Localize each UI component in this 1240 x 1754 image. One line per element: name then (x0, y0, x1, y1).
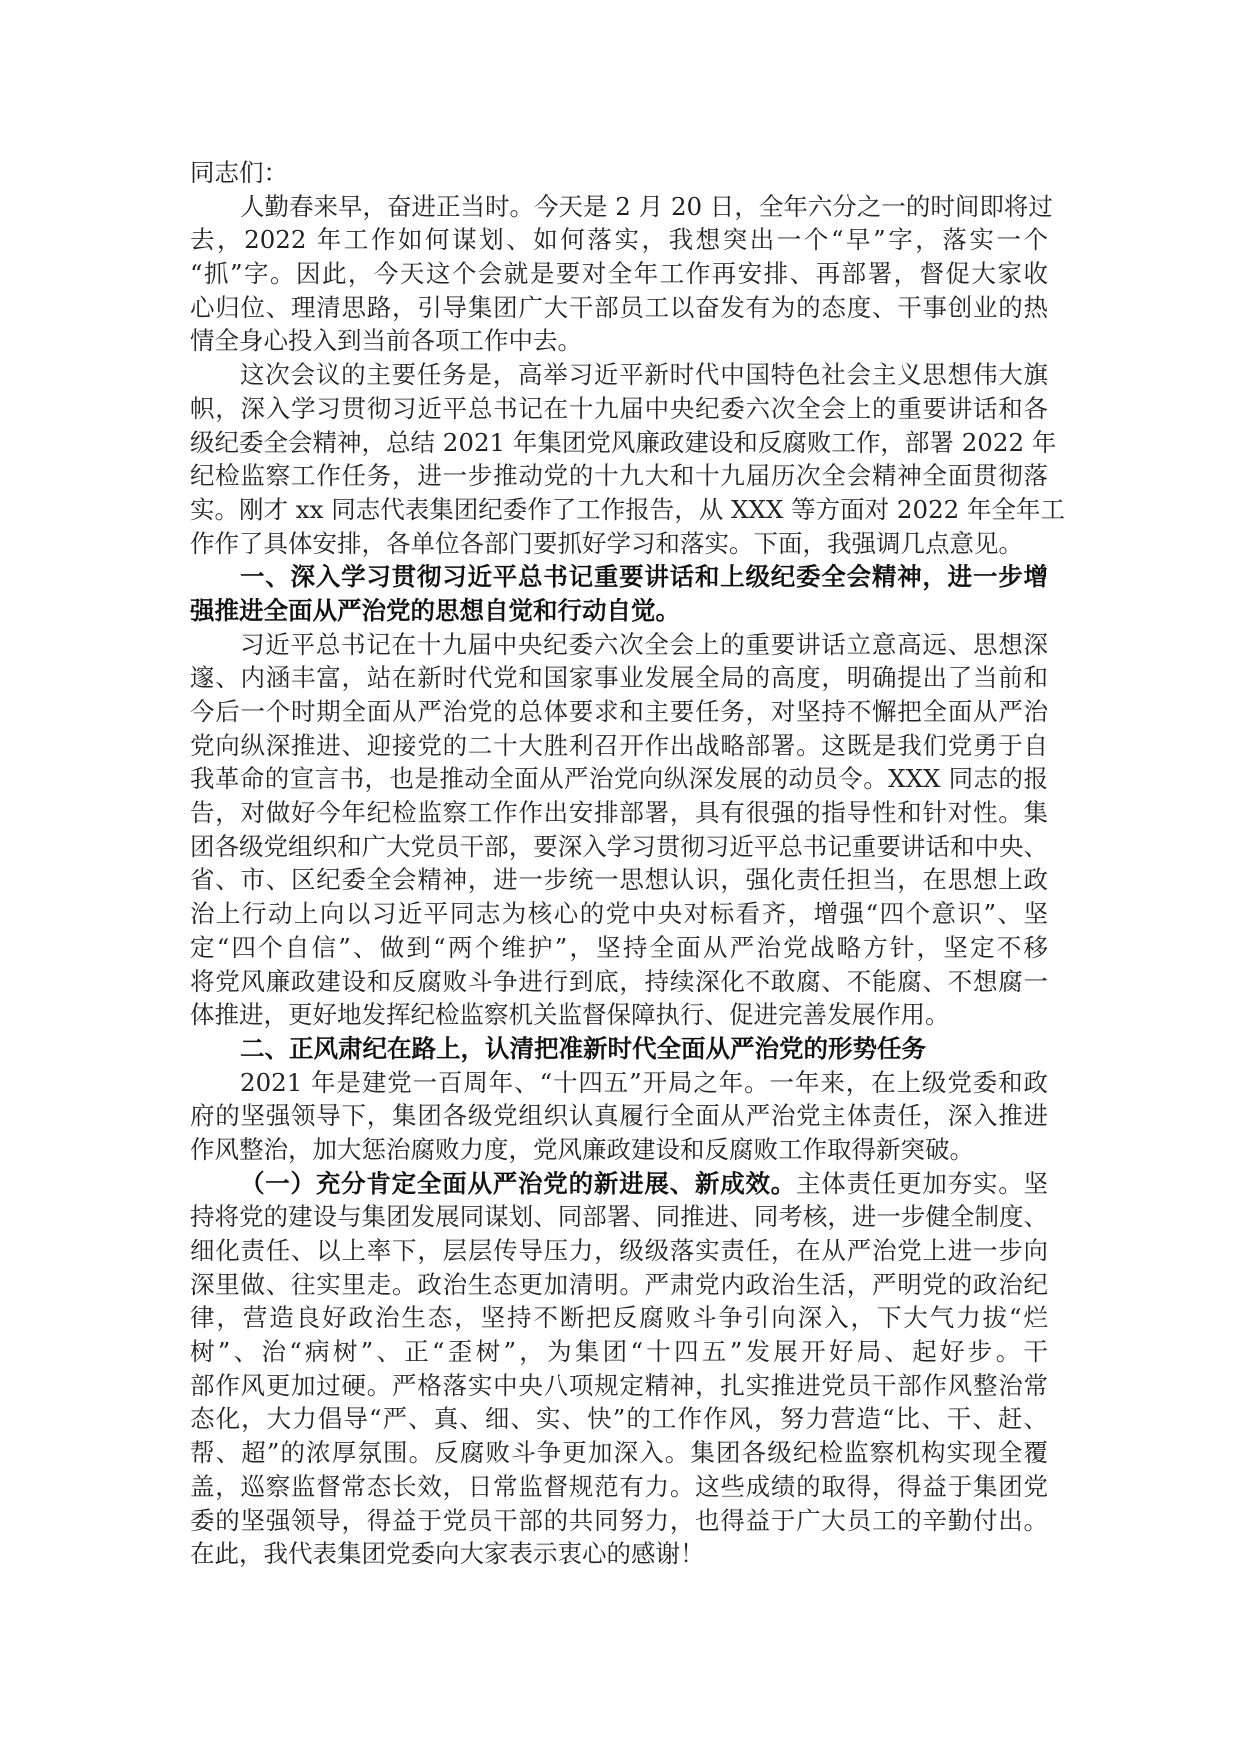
text-line: 一、深入学习贯彻习近平总书记重要讲话和上级纪委全会精神，进一步增 (240, 562, 1048, 592)
section-heading (190, 560, 1048, 627)
text-line: 府的坚强领导下，集团各级党组织认真履行全面从严治党主体责任，深入推进 (190, 1101, 1048, 1131)
text-line: 持将党的建设与集团发展同谋划、同部署、同推进、同考核，进一步健全制度、 (190, 1202, 1048, 1232)
text-line: 帮、超”的浓厚氛围。反腐败斗争更加深入。集团各级纪检监察机构实现全覆 (190, 1438, 1048, 1468)
text-line: 去，2022 年工作如何谋划、如何落实，我想突出一个“早”字，落实一个 (190, 225, 1048, 255)
text-line: 盖，巡察监督常态长效，日常监督规范有力。这些成绩的取得，得益于集团党 (190, 1471, 1048, 1501)
text-line: 纪检监察工作任务，进一步推动党的十九大和十九届历次全会精神全面贯彻落 (190, 461, 1048, 491)
text-line: 细化责任、以上率下，层层传导压力，级级落实责任，在从严治党上进一步向 (190, 1236, 1048, 1265)
paragraph (190, 1066, 1048, 1167)
text-line: 深里做、往实里走。政治生态更加清明。严肃党内政治生活，严明党的政治纪 (190, 1269, 1048, 1299)
text-line: “抓”字。因此，今天这个会就是要对全年工作再安排、再部署，督促大家收 (190, 259, 1048, 289)
subheading-lead: （一）充分肯定全面从严治党的新进展、新成效。 (240, 1168, 797, 1198)
text-line: 将党风廉政建设和反腐败斗争进行到底，持续深化不敢腐、不能腐、不想腐一 (190, 966, 1048, 996)
text-line: 强推进全面从严治党的思想自觉和行动自觉。 (190, 595, 680, 625)
text-line: 治上行动上向以习近平同志为核心的党中央对标看齐，增强“四个意识”、坚 (190, 899, 1048, 929)
text-run: 主体责任更加夯实。坚 (796, 1168, 1048, 1198)
section-heading (190, 1032, 1048, 1066)
text-line: 心归位、理清思路，引导集团广大干部员工以奋发有为的态度、干事创业的热 (190, 292, 1048, 322)
text-line: 今后一个时期全面从严治党的总体要求和主要任务，对坚持不懈把全面从严治 (190, 697, 1048, 726)
text-line: 省、市、区纪委全会精神，进一步统一思想认识，强化责任担当，在思想上政 (190, 865, 1048, 895)
text-line: 这次会议的主要任务是，高举习近平新时代中国特色社会主义思想伟大旗 (240, 360, 1048, 390)
text-line: 在此，我代表集团党委向大家表示衷心的感谢！ (190, 1539, 705, 1569)
text-line: 告，对做好今年纪检监察工作作出安排部署，具有很强的指导性和针对性。集 (190, 798, 1048, 828)
text-line: 委的坚强领导，得益于党员干部的共同努力，也得益于广大员工的辛勤付出。 (190, 1505, 1048, 1535)
text-line: 同志们： (190, 158, 288, 187)
text-line: 作作了具体安排，各单位各部门要抓好学习和落实。下面，我强调几点意见。 (190, 528, 1023, 558)
paragraph (190, 628, 1048, 1032)
document-page (190, 156, 1066, 1571)
text-line: 党向纵深推进、迎接党的二十大胜利召开作出战略部署。这既是我们党勇于自 (190, 730, 1048, 760)
paragraph (190, 1167, 1048, 1571)
text-line: 律，营造良好政治生态，坚持不断把反腐败斗争引向深入，下大气力拔“烂 (190, 1303, 1048, 1333)
text-line: 帜，深入学习贯彻习近平总书记在十九届中央纪委六次全会上的重要讲话和各 (190, 393, 1048, 423)
text-line: 邃、内涵丰富，站在新时代党和国家事业发展全局的高度，明确提出了当前和 (190, 663, 1048, 693)
paragraph (190, 190, 1053, 358)
salutation (190, 156, 1048, 190)
text-line: 情全身心投入到当前各项工作中去。 (190, 326, 582, 356)
text-line: 人勤春来早，奋进正当时。今天是 2 月 20 日，全年六分之一的时间即将过 (240, 191, 1053, 221)
text-line: 习近平总书记在十九届中央纪委六次全会上的重要讲话立意高远、思想深 (240, 629, 1048, 659)
text-line: 2021 年是建党一百周年、“十四五”开局之年。一年来，在上级党委和政 (240, 1067, 1048, 1097)
text-line: 定“四个自信”、做到“两个维护”，坚持全面从严治党战略方针，坚定不移 (190, 932, 1048, 962)
text-line: 实。刚才 xx 同志代表集团纪委作了工作报告，从 XXX 等方面对 2022 年全年工 (190, 494, 1066, 524)
text-line: 作风整治，加大惩治腐败力度，党风廉政建设和反腐败工作取得新突破。 (190, 1134, 974, 1164)
text-line: 部作风更加过硬。严格落实中央八项规定精神，扎实推进党员干部作风整治常 (190, 1370, 1048, 1400)
text-line: 级纪委全会精神，总结 2021 年集团党风廉政建设和反腐败工作，部署 2022 年 (190, 427, 1057, 457)
text-line: 我革命的宣言书，也是推动全面从严治党向纵深发展的动员令。XXX 同志的报 (190, 764, 1048, 794)
text-line: 态化，大力倡导“严、真、细、实、快”的工作作风，努力营造“比、干、赶、 (190, 1404, 1048, 1434)
text-line: 二、正风肃纪在路上，认清把准新时代全面从严治党的形势任务 (240, 1033, 926, 1063)
text-line (190, 1167, 1048, 1201)
paragraph (190, 358, 1066, 560)
text-line: 体推进，更好地发挥纪检监察机关监督保障执行、促进完善发展作用。 (190, 1000, 950, 1030)
text-line: 树”、治“病树”、正“歪树”，为集团“十四五”发展开好局、起好步。干 (190, 1337, 1048, 1367)
text-line: 团各级党组织和广大党员干部，要深入学习贯彻习近平总书记重要讲话和中央、 (190, 831, 1048, 861)
